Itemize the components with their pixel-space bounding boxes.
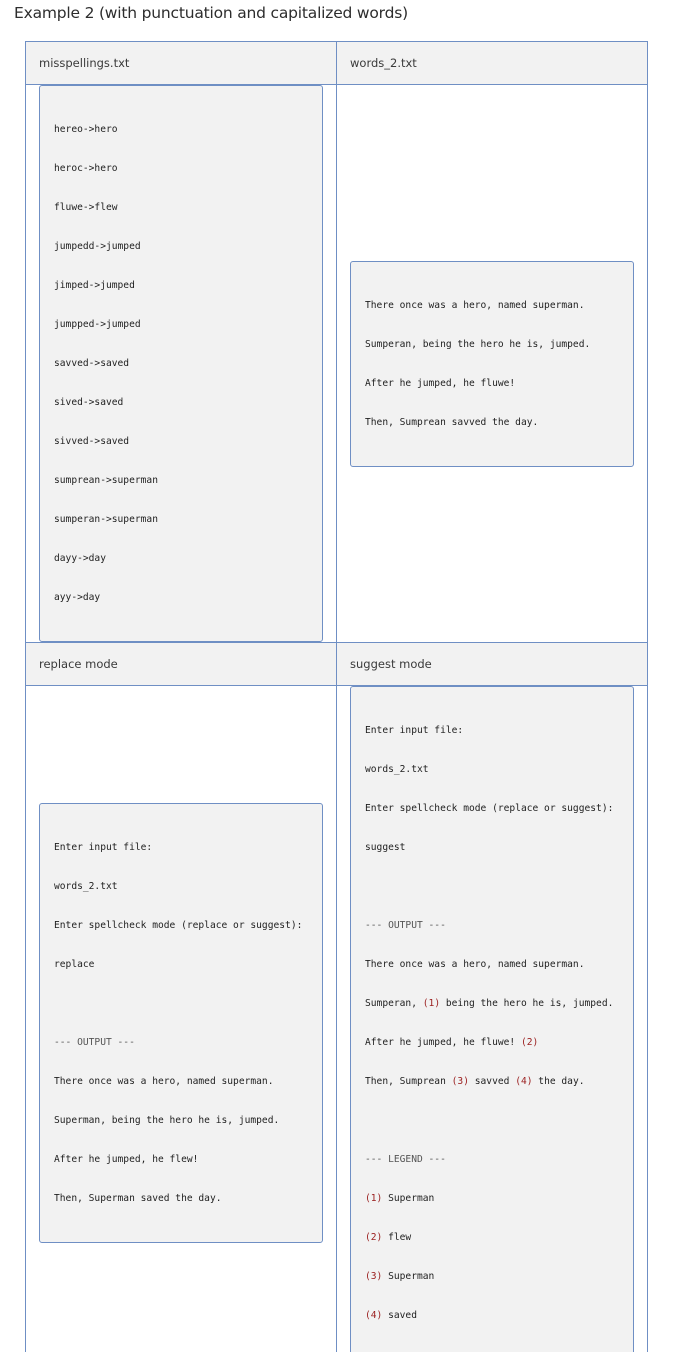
code-line: replace bbox=[54, 958, 308, 971]
legend-word: Superman bbox=[382, 1271, 434, 1282]
legend-item bbox=[365, 1231, 619, 1244]
code-line: Enter spellcheck mode (replace or suggest): bbox=[365, 802, 619, 815]
code-line: There once was a hero, named superman. bbox=[365, 299, 619, 312]
code-line bbox=[365, 1036, 619, 1049]
code-line: Enter input file: bbox=[54, 841, 308, 854]
words-code-box bbox=[350, 261, 634, 467]
legend-item bbox=[365, 1270, 619, 1283]
code-line: Enter spellcheck mode (replace or suggest): bbox=[54, 919, 308, 932]
code-text: savved bbox=[469, 1076, 515, 1087]
code-text: Then, Sumprean bbox=[365, 1076, 452, 1087]
code-line: ayy->day bbox=[54, 591, 308, 604]
suggest-mode-header: suggest mode bbox=[337, 643, 648, 686]
output-divider: --- OUTPUT --- bbox=[365, 919, 619, 932]
code-line: Enter input file: bbox=[365, 724, 619, 737]
legend-word: Superman bbox=[382, 1193, 434, 1204]
replace-mode-header: replace mode bbox=[26, 643, 337, 686]
code-line: heroc->hero bbox=[54, 162, 308, 175]
blank-line bbox=[365, 1114, 619, 1127]
replace-code-box bbox=[39, 803, 323, 1243]
code-line: suggest bbox=[365, 841, 619, 854]
legend-word: saved bbox=[382, 1310, 417, 1321]
code-text: being the hero he is, jumped. bbox=[440, 998, 613, 1009]
output-divider: --- OUTPUT --- bbox=[54, 1036, 308, 1049]
words-cell bbox=[337, 85, 648, 643]
code-line: sumperan->superman bbox=[54, 513, 308, 526]
code-line bbox=[365, 880, 619, 893]
misspellings-code-box bbox=[39, 85, 323, 642]
suggestion-marker: (3) bbox=[452, 1076, 469, 1087]
code-line: After he jumped, he flew! bbox=[54, 1153, 308, 1166]
code-line: Then, Sumprean savved the day. bbox=[365, 416, 619, 429]
example-table bbox=[25, 41, 648, 1352]
code-line: words_2.txt bbox=[365, 763, 619, 776]
suggestion-marker: (4) bbox=[515, 1076, 532, 1087]
misspellings-cell bbox=[26, 85, 337, 643]
code-line: fluwe->flew bbox=[54, 201, 308, 214]
code-line: There once was a hero, named superman. bbox=[54, 1075, 308, 1088]
code-text: the day. bbox=[533, 1076, 585, 1087]
code-line: There once was a hero, named superman. bbox=[365, 958, 619, 971]
code-line bbox=[54, 997, 308, 1010]
code-line: Superman, being the hero he is, jumped. bbox=[54, 1114, 308, 1127]
suggest-cell bbox=[337, 686, 648, 1352]
legend-number: (1) bbox=[365, 1193, 382, 1204]
code-line: sivved->saved bbox=[54, 435, 308, 448]
code-line: sumprean->superman bbox=[54, 474, 308, 487]
misspellings-header: misspellings.txt bbox=[26, 42, 337, 85]
code-line: words_2.txt bbox=[54, 880, 308, 893]
legend-word: flew bbox=[382, 1232, 411, 1243]
code-line: jimped->jumped bbox=[54, 279, 308, 292]
code-line: Then, Superman saved the day. bbox=[54, 1192, 308, 1205]
suggest-code-box bbox=[350, 686, 634, 1352]
code-text: After he jumped, he fluwe! bbox=[365, 1037, 521, 1048]
page-title: Example 2 (with punctuation and capitalized words) bbox=[14, 4, 408, 22]
legend-number: (3) bbox=[365, 1271, 382, 1282]
code-line: jumpped->jumped bbox=[54, 318, 308, 331]
legend-item bbox=[365, 1192, 619, 1205]
code-line: After he jumped, he fluwe! bbox=[365, 377, 619, 390]
legend-number: (2) bbox=[365, 1232, 382, 1243]
words-header: words_2.txt bbox=[337, 42, 648, 85]
code-text: Sumperan, bbox=[365, 998, 423, 1009]
code-line: savved->saved bbox=[54, 357, 308, 370]
legend-item bbox=[365, 1309, 619, 1322]
code-line: dayy->day bbox=[54, 552, 308, 565]
legend-number: (4) bbox=[365, 1310, 382, 1321]
legend-divider: --- LEGEND --- bbox=[365, 1153, 619, 1166]
suggestion-marker: (2) bbox=[521, 1037, 538, 1048]
suggestion-marker: (1) bbox=[423, 998, 440, 1009]
code-line: Sumperan, being the hero he is, jumped. bbox=[365, 338, 619, 351]
code-line: sived->saved bbox=[54, 396, 308, 409]
code-line bbox=[365, 1075, 619, 1088]
code-line: jumpedd->jumped bbox=[54, 240, 308, 253]
code-line: hereo->hero bbox=[54, 123, 308, 136]
code-line bbox=[365, 997, 619, 1010]
replace-cell bbox=[26, 686, 337, 1352]
